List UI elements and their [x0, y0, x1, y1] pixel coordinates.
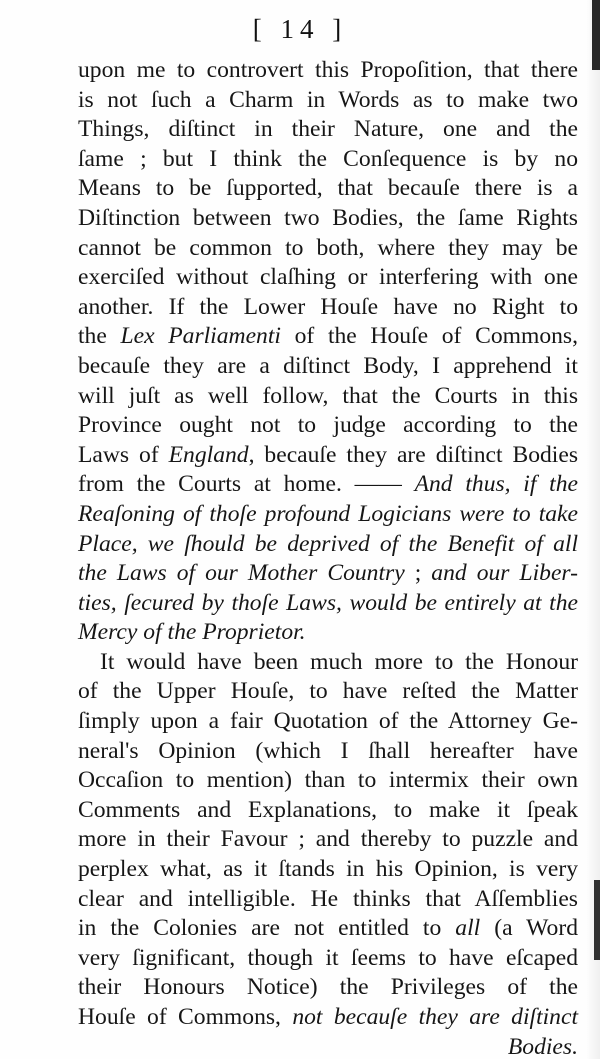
text-line: [78, 322, 578, 352]
text-line: [78, 796, 578, 826]
text-line: [78, 559, 578, 589]
text-line: [78, 411, 578, 441]
text-line: [78, 352, 578, 382]
text-line: [78, 145, 578, 175]
text-line: [78, 1003, 578, 1033]
italic-text-run: all: [455, 915, 481, 942]
text-line: [78, 174, 578, 204]
text-line: [78, 589, 578, 619]
text-line: [78, 944, 578, 974]
text-line: [78, 914, 578, 944]
text-line: [78, 530, 578, 560]
italic-text-run: and our Liber-: [431, 560, 578, 587]
italic-text-run: And thus, if the: [414, 471, 578, 498]
text-run: very ſignificant, though it ſeems to have eſcaped: [78, 944, 578, 971]
italic-text-run: Bodies.: [507, 1033, 578, 1060]
text-line: [78, 766, 578, 796]
text-line: [78, 677, 578, 707]
text-line: [78, 204, 578, 234]
italic-text-run: Reaſoning of thoſe profound Logicians were to take: [78, 500, 578, 527]
text-line: [78, 855, 578, 885]
text-line: [78, 500, 578, 530]
binding-edge-mark-bottom: [594, 880, 600, 960]
text-line: [78, 382, 578, 412]
text-line: [78, 1033, 578, 1062]
text-line: [78, 115, 578, 145]
italic-text-run: the Laws of our Mother Country: [78, 560, 405, 587]
text-run: Comments and Explanations, to make it ſpeak: [78, 796, 578, 823]
text-run: will juſt as well follow, that the Courts in this: [78, 382, 578, 409]
text-line: [78, 973, 578, 1003]
italic-text-run: ties, ſecured by thoſe Laws, would be entirely at the: [78, 589, 578, 616]
text-run: Houſe of Commons,: [78, 1004, 293, 1030]
text-line: [78, 825, 578, 855]
text-run: perplex what, as it ſtands in his Opinion, is very: [78, 856, 578, 883]
italic-text-run: Place, we ſhould be deprived of the Benefit of all: [78, 530, 578, 557]
text-line: [78, 293, 578, 323]
text-run: Things, diſtinct in their Nature, one and the: [78, 116, 578, 143]
text-line: [78, 707, 578, 737]
page-body-text: [78, 56, 578, 1062]
text-line: [78, 234, 578, 264]
text-run: in the Colonies are not entitled to: [78, 915, 456, 942]
text-line: [78, 648, 578, 678]
text-line: [78, 56, 578, 86]
text-line: [78, 86, 578, 116]
text-line: [78, 885, 578, 915]
text-run: It would have been much more to the Honour: [100, 648, 578, 675]
text-line: [78, 470, 578, 500]
text-run: (a Word: [480, 915, 578, 942]
italic-text-run: not becauſe they are diſtinct: [292, 1004, 579, 1030]
text-run: of the Upper Houſe, to have reſted the Matter: [78, 678, 578, 705]
text-run: ſimply upon a fair Quotation of the Attorney Ge-: [78, 708, 578, 735]
page-number: [ 14 ]: [252, 14, 348, 44]
text-run: exerciſed without claſhing or interfering with one: [78, 264, 578, 291]
italic-text-run: England: [168, 441, 249, 468]
text-run: , becauſe they are diſtinct Bodies: [248, 441, 579, 468]
text-run: more in their Favour ; and thereby to puzzle and: [78, 826, 578, 853]
text-line: [78, 441, 578, 471]
text-run: from the Courts at home. ——: [78, 471, 415, 498]
text-run: of the Houſe of Commons,: [280, 323, 578, 350]
text-run: clear and intelligible. He thinks that Aſſemblies: [78, 885, 578, 912]
text-run: is not ſuch a Charm in Words as to make two: [78, 86, 578, 113]
text-run: upon me to controvert this Propoſition, that there: [78, 57, 578, 83]
text-run: cannot be common to both, where they may be: [78, 234, 578, 261]
italic-text-run: Lex Parliamenti: [120, 323, 281, 350]
text-run: Means to be ſupported, that becauſe there is a: [78, 175, 578, 202]
text-run: becauſe they are a diſtinct Body, I apprehend it: [78, 352, 578, 379]
text-run: the: [78, 323, 121, 350]
binding-edge-mark-top: [592, 0, 600, 70]
text-run: ;: [404, 560, 432, 587]
text-line: [78, 737, 578, 767]
text-run: Laws of: [78, 441, 169, 468]
text-run: neral's Opinion (which I ſhall hereafter have: [78, 737, 578, 764]
text-run: their Honours Notice) the Privileges of the: [78, 974, 578, 1001]
text-line: [78, 263, 578, 293]
text-run: Occaſion to mention) than to intermix their own: [78, 767, 578, 794]
text-run: another. If the Lower Houſe have no Right to: [78, 293, 578, 320]
text-run: Province ought not to judge according to the: [78, 412, 578, 439]
text-run: Diſtinction between two Bodies, the ſame Rights: [78, 204, 578, 231]
text-line: [78, 618, 578, 648]
text-run: ſame ; but I think the Conſequence is by no: [78, 145, 578, 172]
italic-text-run: Mercy of the Proprietor.: [78, 619, 306, 646]
